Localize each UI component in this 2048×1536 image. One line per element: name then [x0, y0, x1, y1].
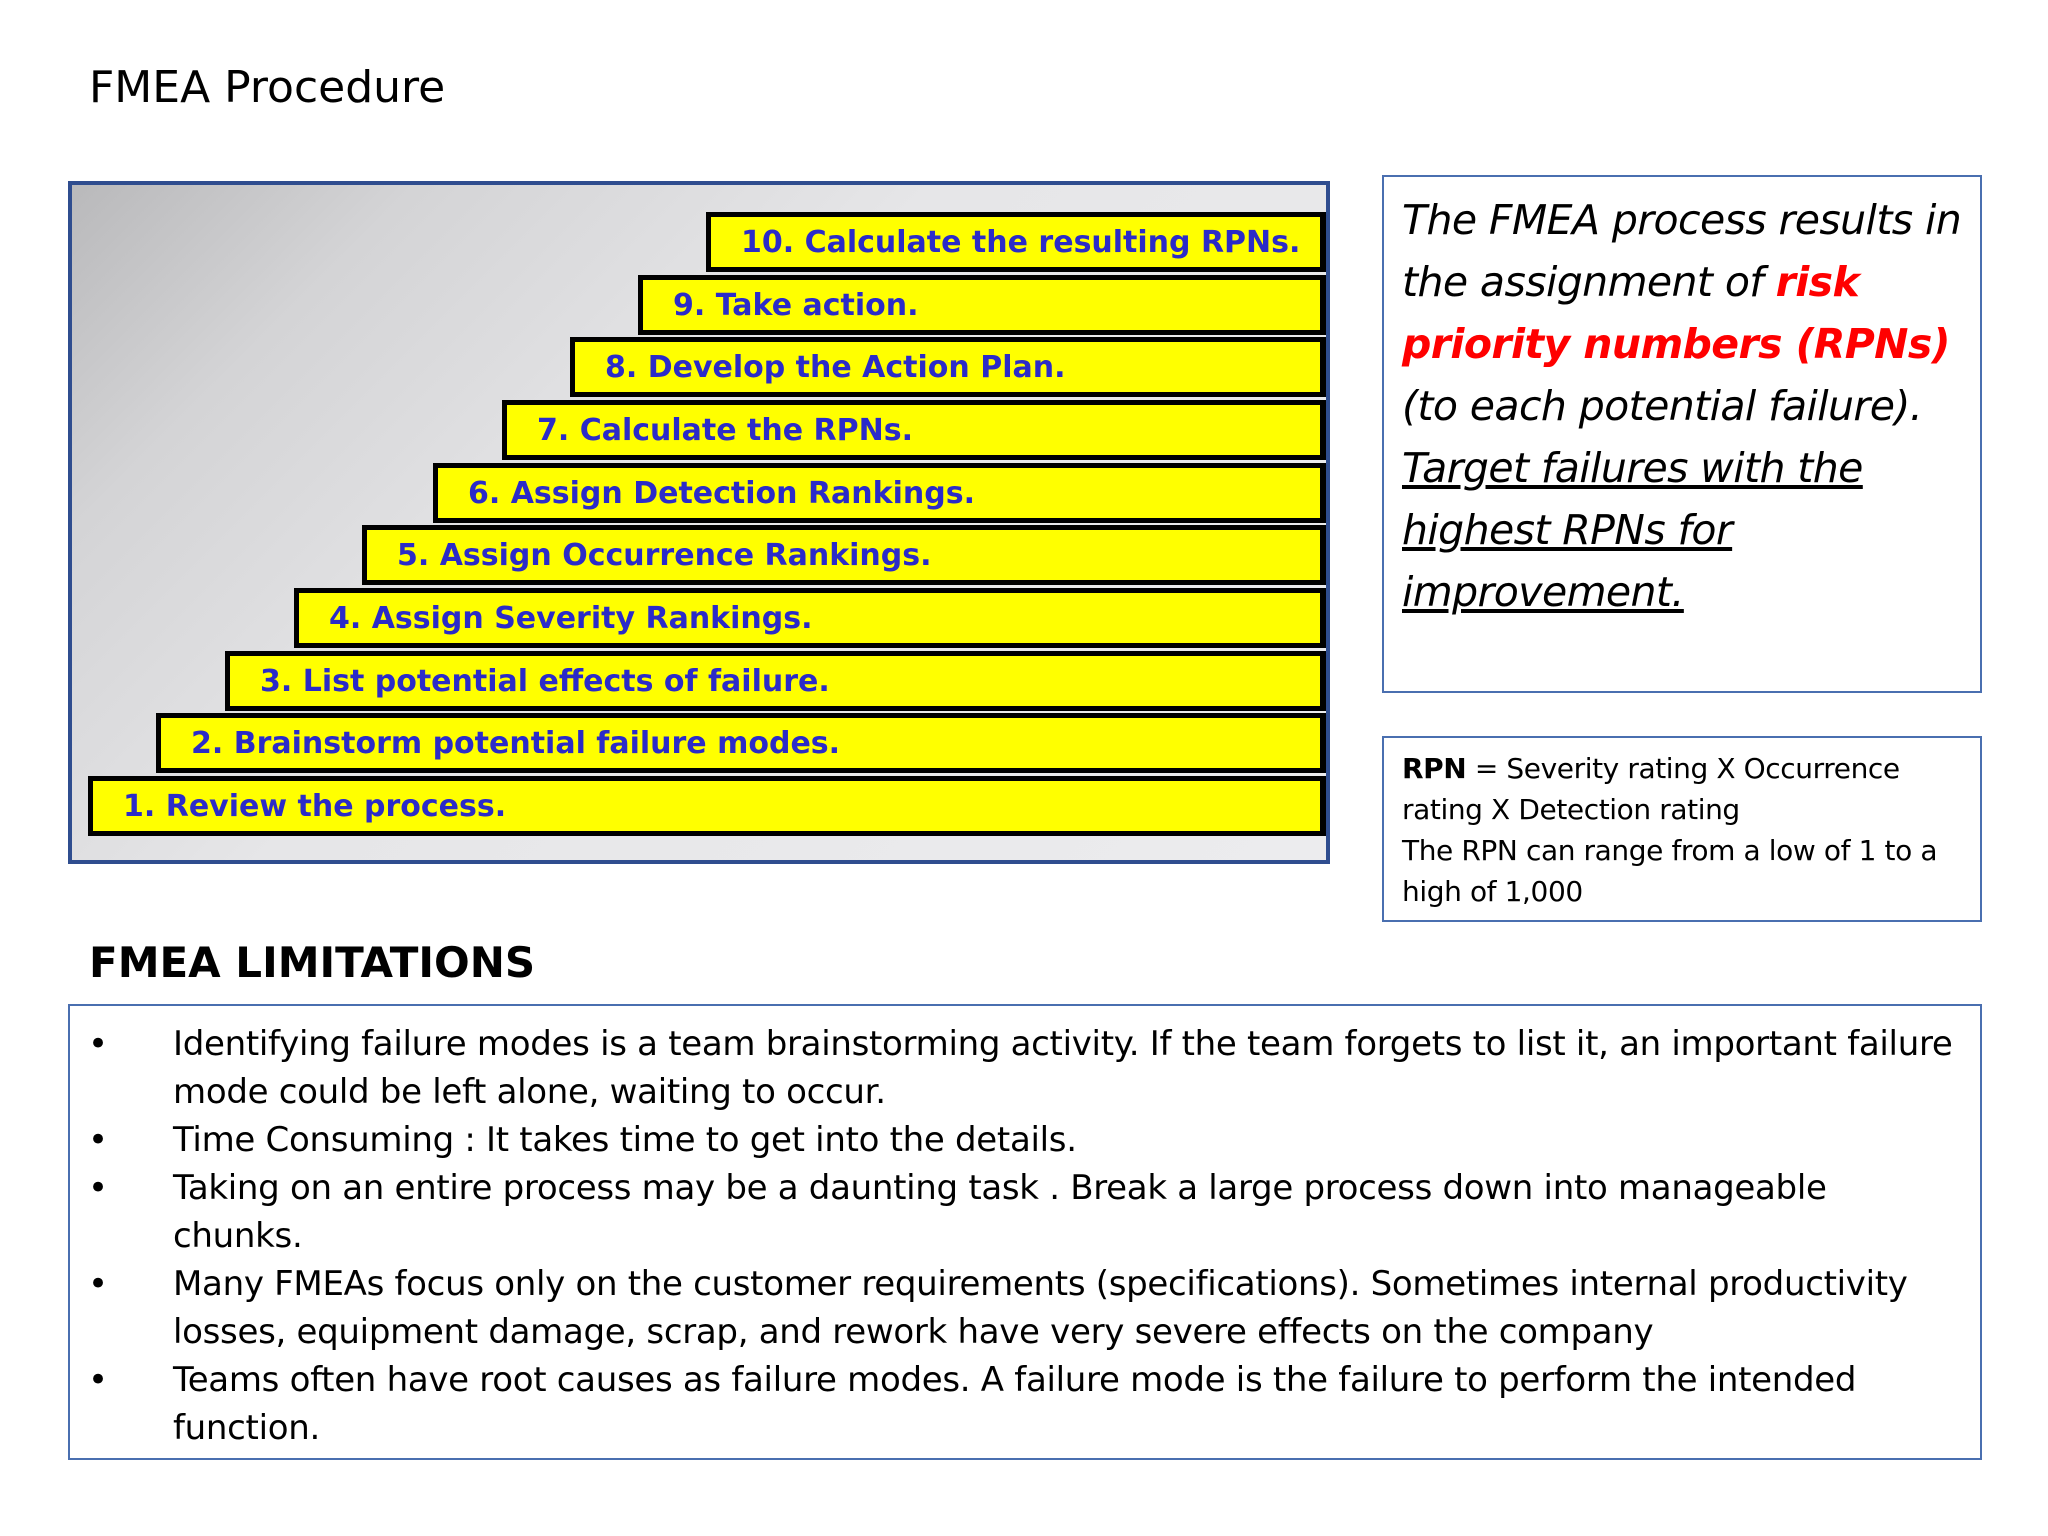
rpn-text-middle: (to each potential failure). — [1402, 382, 1923, 430]
bullet-icon: • — [88, 1120, 108, 1160]
rpn-formula-box — [1382, 736, 1982, 922]
list-item-text: Many FMEAs focus only on the customer requirements (specifications). Sometimes internal productivity losses, equipment damage, scrap, and rework have very severe effects on the company — [173, 1264, 1908, 1352]
limitations-box — [68, 1004, 1982, 1460]
rpn-explanation-box — [1382, 175, 1982, 693]
limitations-list — [88, 1020, 1960, 1452]
rpn-text-intro: The FMEA process results in the assignment of — [1402, 196, 1962, 306]
list-item-text: Taking on an entire process may be a daunting task . Break a large process down into manageable chunks. — [173, 1168, 1827, 1256]
limitations-title: FMEA LIMITATIONS — [89, 938, 536, 987]
bullet-icon: • — [88, 1264, 108, 1304]
list-item — [88, 1164, 1960, 1260]
step-7: 7. Calculate the RPNs. — [502, 400, 1326, 460]
step-6: 6. Assign Detection Rankings. — [433, 463, 1326, 523]
step-10: 10. Calculate the resulting RPNs. — [706, 212, 1326, 272]
rpn-label: RPN — [1402, 752, 1467, 785]
rpn-range: The RPN can range from a low of 1 to a high of 1,000 — [1402, 834, 1938, 908]
step-4: 4. Assign Severity Rankings. — [294, 588, 1326, 648]
list-item — [88, 1116, 1960, 1164]
list-item-text: Teams often have root causes as failure modes. A failure mode is the failure to perform the intended function. — [173, 1360, 1857, 1448]
rpn-highlight: risk priority numbers (RPNs) — [1402, 258, 1950, 368]
list-item-text: Time Consuming : It takes time to get into the details. — [173, 1120, 1077, 1160]
step-1: 1. Review the process. — [88, 776, 1326, 836]
list-item-text: Identifying failure modes is a team brainstorming activity. If the team forgets to list it, an important failure mode could be left alone, waiting to occur. — [173, 1024, 1953, 1112]
bullet-icon: • — [88, 1168, 108, 1208]
bullet-icon: • — [88, 1360, 108, 1400]
rpn-formula-text: = Severity rating X Occurrence rating X Detection rating — [1402, 752, 1900, 826]
rpn-formula — [1402, 748, 1962, 830]
rpn-target-text: Target failures with the highest RPNs for improvement. — [1402, 444, 1863, 616]
step-8: 8. Develop the Action Plan. — [570, 337, 1326, 397]
step-3: 3. List potential effects of failure. — [225, 651, 1326, 711]
step-5: 5. Assign Occurrence Rankings. — [362, 525, 1326, 585]
list-item — [88, 1020, 1960, 1116]
bullet-icon: • — [88, 1024, 108, 1064]
list-item — [88, 1260, 1960, 1356]
step-2: 2. Brainstorm potential failure modes. — [156, 713, 1326, 773]
page-title: FMEA Procedure — [89, 62, 446, 113]
list-item — [88, 1356, 1960, 1452]
step-9: 9. Take action. — [638, 275, 1326, 335]
fmea-steps-diagram — [68, 181, 1330, 864]
